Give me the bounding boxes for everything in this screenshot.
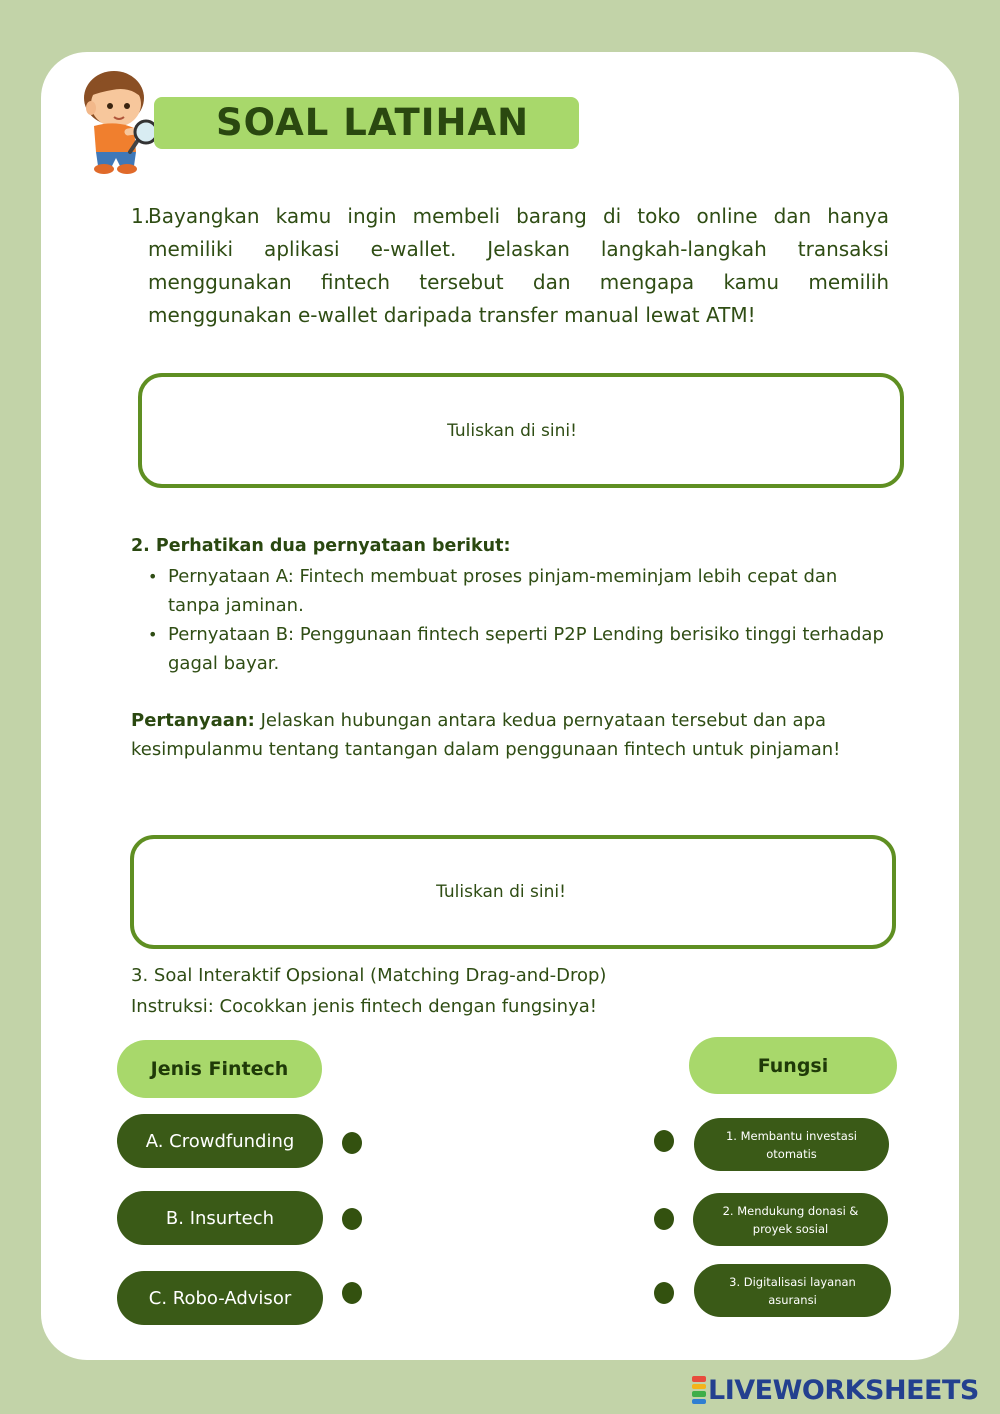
question-3 (131, 960, 891, 1022)
question-2-heading: 2. Perhatikan dua pernyataan berikut: (131, 536, 511, 556)
statement-list (148, 562, 888, 678)
function-item-2[interactable]: 2. Mendukung donasi & proyek sosial (693, 1193, 888, 1246)
question-2-prompt (131, 706, 891, 764)
question-1 (131, 200, 889, 332)
function-item-3[interactable]: 3. Digitalisasi layanan asuransi (694, 1264, 891, 1317)
jenis-fintech-header: Jenis Fintech (117, 1040, 322, 1098)
question-3-title: 3. Soal Interaktif Opsional (Matching Drag-and-Drop) (131, 965, 607, 986)
liveworksheets-brand (692, 1372, 979, 1408)
brand-text: LIVEWORKSHEETS (708, 1374, 979, 1406)
match-dot-left-c[interactable] (342, 1282, 362, 1304)
question-2-text: Jelaskan hubungan antara kedua pernyataan tersebut dan apa kesimpulanmu tentang tantangan dalam penggunaan fintech untuk pinjaman! (131, 710, 841, 760)
function-item-1[interactable]: 1. Membantu investasi otomatis (694, 1118, 889, 1171)
question-label: Pertanyaan: (131, 710, 255, 731)
question-1-number: 1. (131, 204, 151, 228)
match-dot-left-a[interactable] (342, 1132, 362, 1154)
statement-b: • Pernyataan B: Penggunaan fintech seperti P2P Lending berisiko tinggi terhadap gagal bayar. (148, 620, 888, 678)
statement-a: • Pernyataan A: Fintech membuat proses pinjam-meminjam lebih cepat dan tanpa jaminan. (148, 562, 888, 620)
match-dot-right-1[interactable] (654, 1130, 674, 1152)
liveworksheets-logo-icon (692, 1375, 706, 1405)
match-dot-right-2[interactable] (654, 1208, 674, 1230)
page-title: SOAL LATIHAN (216, 101, 530, 144)
question-3-instruction: Instruksi: Cocokkan jenis fintech dengan fungsinya! (131, 996, 597, 1017)
answer-input-2[interactable] (130, 835, 896, 949)
fungsi-header: Fungsi (689, 1037, 897, 1094)
match-dot-right-3[interactable] (654, 1282, 674, 1304)
fintech-item-crowdfunding[interactable]: A. Crowdfunding (117, 1114, 323, 1168)
question-1-text: Bayangkan kamu ingin membeli barang di toko online dan hanya memiliki aplikasi e-wallet. Jelaskan langkah-langkah transaksi menggunakan fintech tersebut dan mengapa kamu memilih menggunakan e-wallet daripada transfer manual lewat ATM! (148, 204, 889, 327)
fintech-item-insurtech[interactable]: B. Insurtech (117, 1191, 323, 1245)
answer-placeholder-2: Tuliskan di sini! (436, 882, 566, 902)
match-dot-left-b[interactable] (342, 1208, 362, 1230)
fintech-item-robo-advisor[interactable]: C. Robo-Advisor (117, 1271, 323, 1325)
mascot-magnifier-illustration (72, 68, 164, 178)
answer-input-1[interactable] (138, 373, 904, 488)
answer-placeholder-1: Tuliskan di sini! (447, 420, 577, 441)
